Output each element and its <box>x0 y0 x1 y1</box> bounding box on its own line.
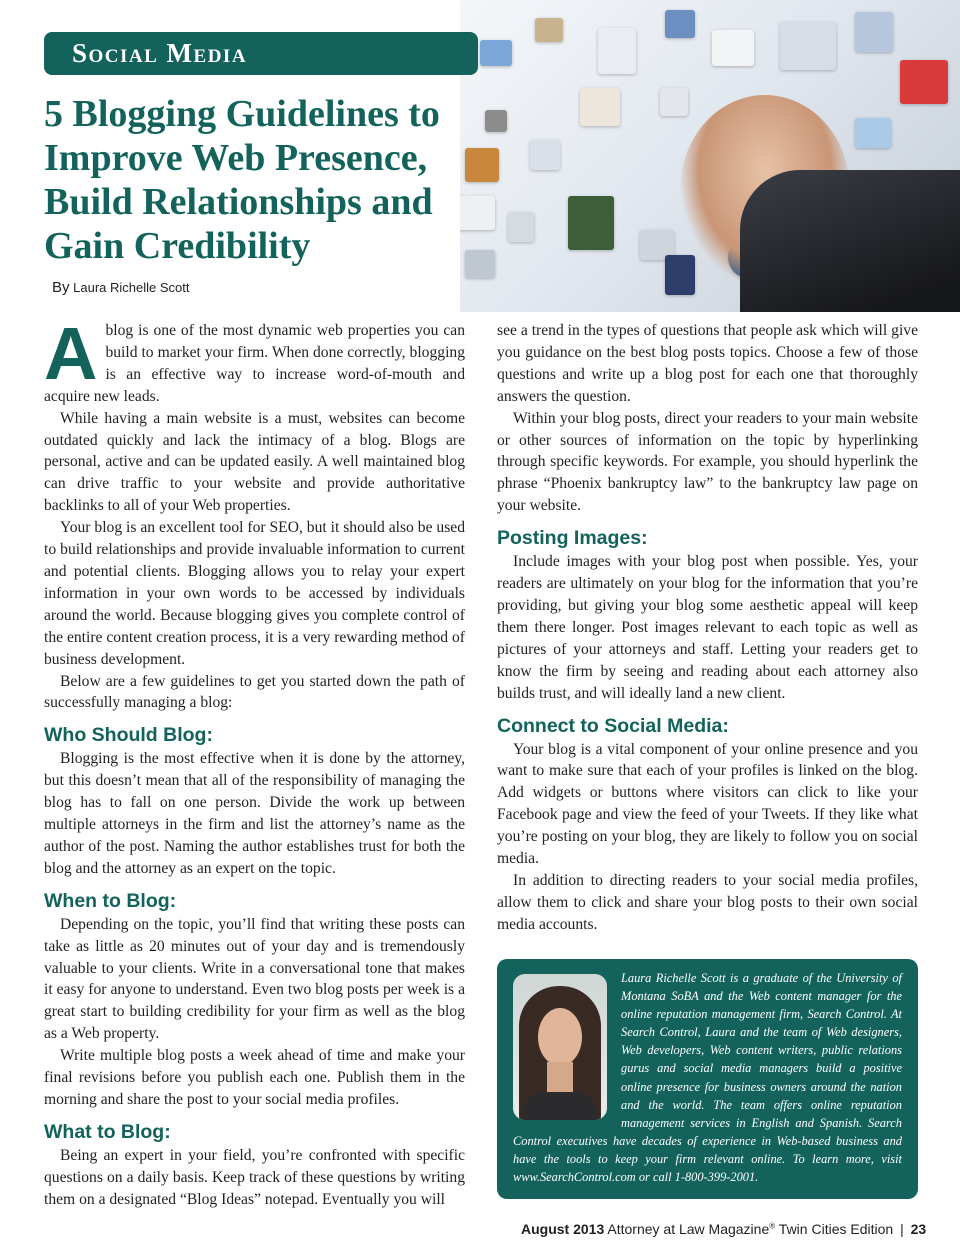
page-footer <box>521 1221 927 1237</box>
title-line: 5 Blogging Guidelines to <box>44 93 440 135</box>
heading-what-to-blog: What to Blog: <box>44 1120 171 1143</box>
paragraph: Depending on the topic, you’ll find that writing these posts can take as little as 20 minutes out of your day and is tremendously valuable to your clients. Write in a conversational tone that makes it easy for anyone to understand. Even two blog posts per week is a great start to building credibility for your firm as well as the blog as a Web property. <box>44 915 465 1043</box>
footer-edition: Twin Cities Edition <box>778 1221 894 1237</box>
paragraph: Write multiple blog posts a week ahead of time and make your final revisions before you publish each one. Publish them in the morning and share the post to your social media profiles. <box>44 1047 465 1108</box>
paragraph: In addition to directing readers to your social media profiles, allow them to click and share your blog posts to their own social media accounts. <box>497 871 918 933</box>
paragraph: see a trend in the types of questions that people ask which will give you guidance on the best blog posts topics. Choose a few of those questions and write up a blog post for each one that thoroughly answers the question. <box>497 322 918 405</box>
paragraph: While having a main website is a must, websites can become outdated quickly and lack the intimacy of a blog. Blogs are personal, active and can be updated easily. A well maintained blog can drive traffic to your website and provide authoritative backlinks to all of your Web properties. <box>44 409 465 515</box>
footer-date: August 2013 <box>521 1221 605 1237</box>
byline-author: Laura Richelle Scott <box>73 280 190 295</box>
article-title <box>44 92 484 268</box>
intro-paragraph <box>44 312 465 408</box>
paragraph: Blogging is the most effective when it is done by the attorney, but this doesn’t mean that all of the responsibility of managing the blog has to fall on one person. Divide the work up between multiple attorneys in the firm and list the attorney’s name as the author of the post. Naming the author establishes trust for both the blog and the attorney as an expert on the topic. <box>44 750 465 877</box>
author-bio-text: Laura Richelle Scott is a graduate of the University of Montana SoBA and the Web content manager for the online reputation management firm, Search Control. At Search Control, Laura and the team of Web designers, Web developers, Web content writers, public relations gurus and social media managers build a positive online presence for business owners around the nation and the world. The team offers online reputation management services in English and Spanish. Search Control executives have decades of experience in Web-based business and have the tools to keep your firm relevant online. To learn more, visit www.SearchControl.com or call 1-800-399-2001. <box>513 971 902 1185</box>
footer-registered-mark: ® <box>769 1221 776 1231</box>
left-column <box>44 312 465 1211</box>
intro-text: blog is one of the most dynamic web properties you can build to market your firm. When done correctly, blogging is an effective way to increase word-of-mouth and acquire new leads. <box>44 322 465 405</box>
title-line: Improve Web Presence, <box>44 137 428 179</box>
paragraph: Being an expert in your field, you’re confronted with specific questions on a daily basis. Keep track of these questions by writing them on a designated “Blog Ideas” notepad. Eventually you will <box>44 1146 465 1208</box>
section-banner: Social Media <box>44 32 478 75</box>
right-column <box>497 320 918 936</box>
author-bio-box <box>497 959 918 1199</box>
byline <box>52 279 189 296</box>
heading-posting-images: Posting Images: <box>497 527 648 550</box>
paragraph: Below are a few guidelines to get you started down the path of successfully managing a blog: <box>44 672 465 712</box>
hero-image <box>460 0 960 312</box>
sleeve-shape <box>740 170 960 312</box>
footer-separator: | <box>900 1221 904 1237</box>
author-photo <box>513 974 607 1120</box>
paragraph: Your blog is a vital component of your online presence and you want to make sure that each of your profiles is linked on the blog. Add widgets or buttons where visitors can click to like your Facebook page and view the feed of your Tweets. If they like what you’re posting on your blog, they are likely to follow you on social media. <box>497 740 918 868</box>
drop-cap: A <box>44 312 98 395</box>
title-line: Gain Credibility <box>44 225 311 267</box>
title-line: Build Relationships and <box>44 181 433 223</box>
page-number: 23 <box>910 1221 927 1237</box>
heading-who-should-blog: Who Should Blog: <box>44 724 213 747</box>
paragraph: Within your blog posts, direct your readers to your main website or other sources of information on the topic by hyperlinking through specific keywords. For example, you should hyperlink the phrase “Phoenix bankruptcy law” to the bankruptcy law page on your website. <box>497 409 918 515</box>
paragraph: Include images with your blog post when possible. Yes, your readers are ultimately on your blog for the information that you’re providing, but giving your blog some aesthetic appeal will keep them there longer. Post images relevant to each topic as well as pictures of your attorneys and staff. Letting your readers get to know the firm by seeing and reading about each attorney also builds trust, and will ideally land a new client. <box>497 553 918 702</box>
heading-when-to-blog: When to Blog: <box>44 889 177 912</box>
heading-connect-social-media: Connect to Social Media: <box>497 714 729 737</box>
paragraph: Your blog is an excellent tool for SEO, but it should also be used to build relationships and provide invaluable information to current and potential clients. Blogging allows you to relay your expert information in your own words to be accessed by individuals around the world. Because blogging gives you complete control of the entire content creation process, it is a very rewarding method of business development. <box>44 519 465 668</box>
byline-by: By <box>52 279 70 296</box>
footer-magazine: Attorney at Law Magazine <box>607 1221 770 1237</box>
